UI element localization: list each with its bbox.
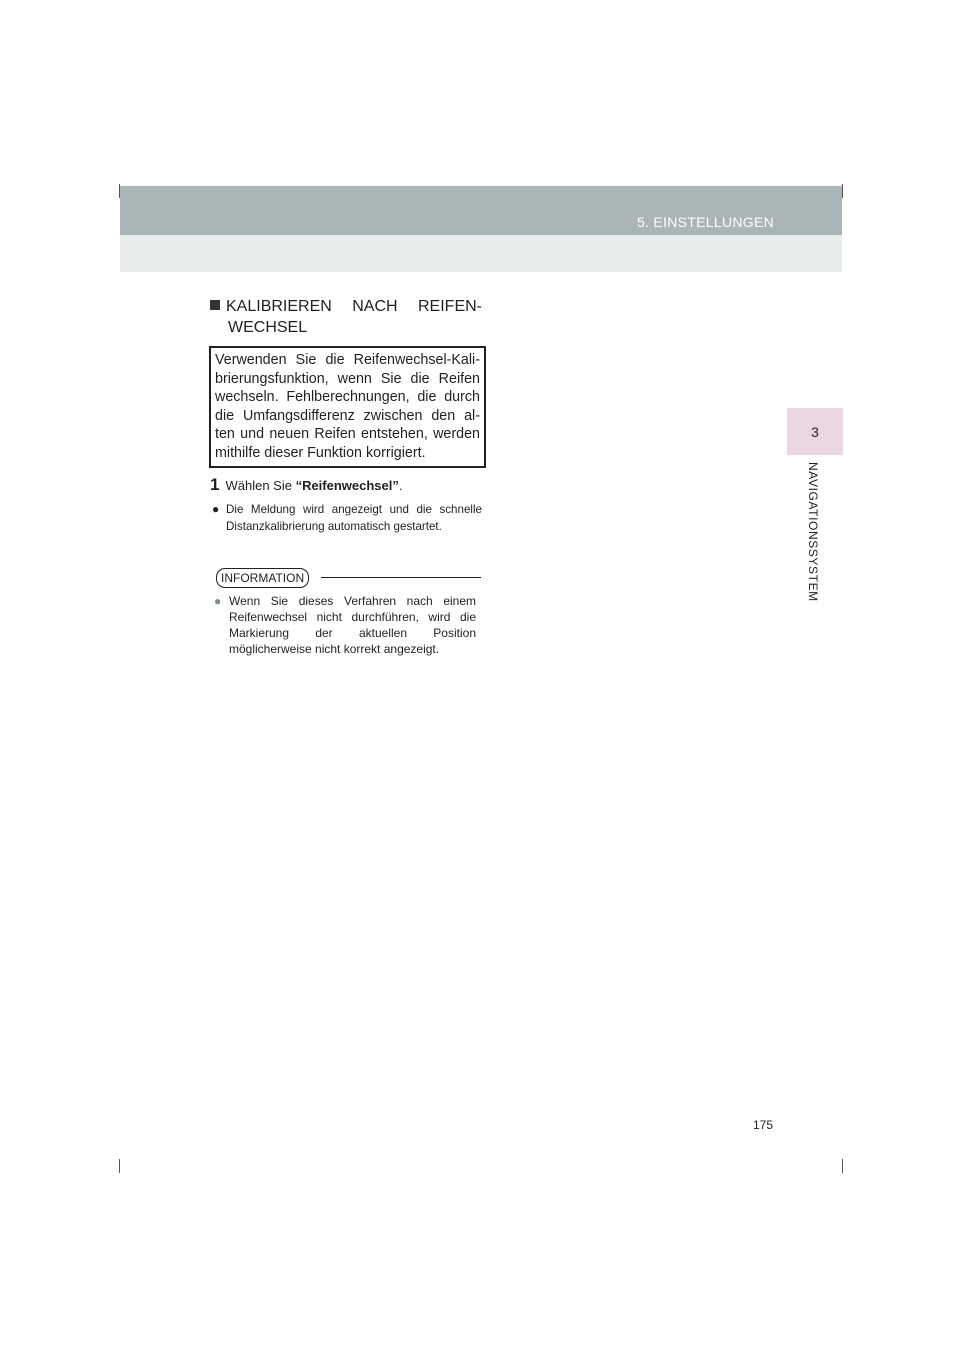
chapter-tab [787, 408, 843, 455]
information-item [214, 593, 476, 657]
section-heading [210, 296, 482, 338]
crop-mark [842, 184, 843, 198]
chapter-number: 3 [811, 423, 819, 440]
header-subband [120, 235, 842, 272]
info-dot-icon: ● [214, 594, 222, 608]
step-text: Wählen Sie [225, 478, 296, 493]
step-number: 1 [210, 475, 220, 494]
chapter-label: NAVIGATIONSSYSTEM [806, 462, 820, 602]
information-text: Wenn Sie dieses Verfahren nach einem Reifenwechsel nicht durchführen, wird die Markierung der aktuellen Position möglicherweise nicht korrekt angezeigt. [229, 594, 476, 656]
header-band [120, 186, 842, 235]
bullet-dot-icon: ● [212, 502, 220, 516]
bullet-text: Die Meldung wird angezeigt und die schnelle Distanzkalibrierung automatisch gestartet. [226, 503, 482, 533]
bullet-item [210, 501, 482, 535]
information-rule [321, 577, 481, 578]
crop-mark [119, 1159, 120, 1173]
square-bullet-icon [210, 300, 220, 310]
information-label: INFORMATION [216, 568, 309, 588]
section-title: 5. EINSTELLUNGEN [636, 214, 774, 230]
heading-word: KALIBRIEREN [226, 298, 332, 315]
step-emphasis: “Reifenwechsel” [295, 478, 399, 493]
heading-word: REIFEN- [418, 298, 482, 315]
intro-box: Verwenden Sie die Reifenwechsel-Kali-brierungsfunktion, wenn Sie die Reifen wechseln. Fehlberechnungen, die durch die Umfangsdifferenz zwischen den al-ten und neuen Reifen entstehen, werden mithilfe dieser Funktion korrigiert. [209, 346, 486, 468]
step-1 [210, 476, 482, 495]
heading-line-2: WECHSEL [228, 319, 308, 336]
page-number: 175 [753, 1118, 774, 1132]
heading-word: NACH [352, 298, 398, 315]
step-text-end: . [398, 478, 403, 493]
crop-mark [842, 1159, 843, 1173]
